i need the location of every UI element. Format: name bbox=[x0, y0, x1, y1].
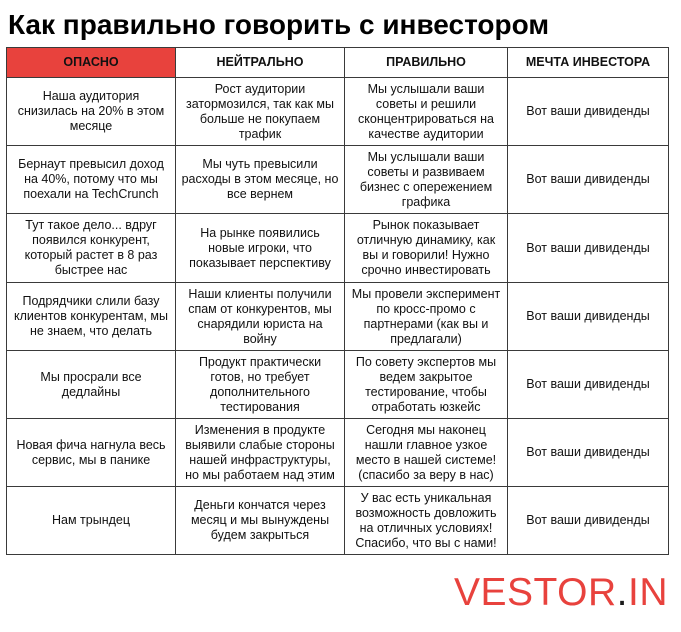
cell-danger: Мы просрали все дедлайны bbox=[7, 351, 176, 419]
cell-danger: Тут такое дело... вдруг появился конкурент, который растет в 8 раз быстрее нас bbox=[7, 214, 176, 283]
cell-investor-dream: Вот ваши дивиденды bbox=[508, 78, 669, 146]
logo-dot: . bbox=[616, 571, 628, 614]
table-row bbox=[7, 419, 669, 487]
column-header-neutral: НЕЙТРАЛЬНО bbox=[176, 48, 345, 78]
column-header-investor-dream: МЕЧТА ИНВЕСТОРА bbox=[508, 48, 669, 78]
cell-correct: Мы услышали ваши советы и развиваем бизнес с опережением графика bbox=[345, 146, 508, 214]
cell-investor-dream: Вот ваши дивиденды bbox=[508, 146, 669, 214]
cell-correct: Мы услышали ваши советы и решили сконцентрироваться на качестве аудитории bbox=[345, 78, 508, 146]
table-row bbox=[7, 78, 669, 146]
cell-danger: Подрядчики слили базу клиентов конкурентам, мы не знаем, что делать bbox=[7, 283, 176, 351]
cell-neutral: Изменения в продукте выявили слабые стороны нашей инфраструктуры, но мы работаем над этим bbox=[176, 419, 345, 487]
vestor-logo bbox=[454, 570, 668, 616]
cell-investor-dream: Вот ваши дивиденды bbox=[508, 214, 669, 283]
logo-tld: IN bbox=[628, 571, 668, 614]
cell-correct: У вас есть уникальная возможность довложить на отличных условиях! Спасибо, что вы с нами! bbox=[345, 487, 508, 555]
logo-name: VESTOR bbox=[454, 571, 617, 614]
cell-investor-dream: Вот ваши дивиденды bbox=[508, 487, 669, 555]
cell-correct: Сегодня мы наконец нашли главное узкое место в нашей системе! (спасибо за веру в нас) bbox=[345, 419, 508, 487]
cell-investor-dream: Вот ваши дивиденды bbox=[508, 351, 669, 419]
cell-danger: Бернаут превысил доход на 40%, потому что мы поехали на TechCrunch bbox=[7, 146, 176, 214]
column-header-danger: ОПАСНО bbox=[7, 48, 176, 78]
page-title: Как правильно говорить с инвестором bbox=[8, 9, 550, 40]
cell-neutral: Рост аудитории затормозился, так как мы больше не покупаем трафик bbox=[176, 78, 345, 146]
cell-investor-dream: Вот ваши дивиденды bbox=[508, 419, 669, 487]
cell-investor-dream: Вот ваши дивиденды bbox=[508, 283, 669, 351]
cell-correct: По совету экспертов мы ведем закрытое тестирование, чтобы отработать юзкейс bbox=[345, 351, 508, 419]
cell-neutral: Продукт практически готов, но требует дополнительного тестирования bbox=[176, 351, 345, 419]
cell-correct: Рынок показывает отличную динамику, как вы и говорили! Нужно срочно инвестировать bbox=[345, 214, 508, 283]
cell-danger: Новая фича нагнула весь сервис, мы в панике bbox=[7, 419, 176, 487]
cell-danger: Нам трындец bbox=[7, 487, 176, 555]
comparison-table bbox=[6, 47, 669, 555]
table-row bbox=[7, 487, 669, 555]
table-row bbox=[7, 146, 669, 214]
table-row bbox=[7, 283, 669, 351]
cell-correct: Мы провели эксперимент по кросс-промо с партнерами (как вы и предлагали) bbox=[345, 283, 508, 351]
cell-neutral: На рынке появились новые игроки, что показывает перспективу bbox=[176, 214, 345, 283]
cell-neutral: Мы чуть превысили расходы в этом месяце, но все вернем bbox=[176, 146, 345, 214]
table-row bbox=[7, 351, 669, 419]
column-header-correct: ПРАВИЛЬНО bbox=[345, 48, 508, 78]
cell-neutral: Наши клиенты получили спам от конкурентов, мы снарядили юриста на войну bbox=[176, 283, 345, 351]
cell-neutral: Деньги кончатся через месяц и мы вынуждены будем закрыться bbox=[176, 487, 345, 555]
table-row bbox=[7, 214, 669, 283]
table-header-row bbox=[7, 48, 669, 78]
cell-danger: Наша аудитория снизилась на 20% в этом месяце bbox=[7, 78, 176, 146]
